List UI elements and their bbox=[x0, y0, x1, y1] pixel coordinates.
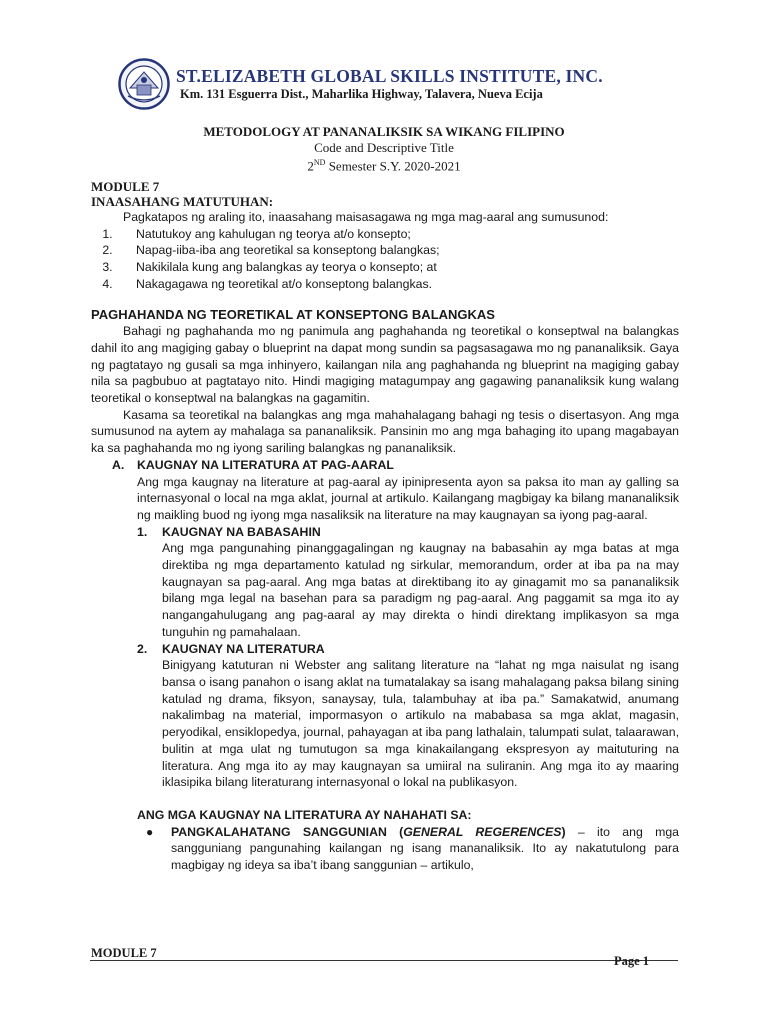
document-header bbox=[0, 52, 768, 112]
item-2 bbox=[137, 641, 679, 791]
division-heading: ANG MGA KAUGNAY NA LITERATURA AY NAHAHATI SA: bbox=[137, 807, 472, 822]
item-1-number: 1. bbox=[137, 524, 148, 539]
outcome-item: 4. Nakagagawa ng teoretikal at/o konseptong balangkas. bbox=[116, 276, 679, 293]
item-1-heading bbox=[137, 524, 679, 541]
outcome-item: 3. Nakikilala kung ang balangkas ay teorya o konsepto; at bbox=[116, 259, 679, 276]
bullet-title-end: ) bbox=[561, 824, 566, 839]
module-content bbox=[91, 180, 679, 874]
footer-divider bbox=[90, 960, 678, 961]
footer-module-label: MODULE 7 bbox=[91, 946, 157, 960]
school-seal-logo bbox=[118, 58, 170, 110]
institution-address: Km. 131 Esguerra Dist., Maharlika Highway, Talavera, Nueva Ecija bbox=[180, 87, 543, 101]
semester-text: Semester S.Y. 2020-2021 bbox=[325, 158, 461, 174]
bullet-text: – ito ang mga sangguniang pangunahing kailangan ng isang mananaliksik. Ito ay nakatutulong para magbigay ng ideya sa iba’t ibang sanggunian – artikulo, bbox=[171, 824, 680, 873]
bullet-title-start: PANGKALAHATANG SANGGUNIAN ( bbox=[171, 824, 404, 839]
outcome-item: 2. Napag-iiba-iba ang teoretikal sa konseptong balangkas; bbox=[116, 242, 679, 259]
item-2-title: KAUGNAY NA LITERATURA bbox=[162, 641, 325, 656]
item-2-number: 2. bbox=[137, 641, 148, 656]
semester-number: 2 bbox=[307, 158, 314, 174]
module-label: MODULE 7 bbox=[91, 179, 160, 194]
item-2-body: Binigyang katuturan ni Webster ang salitang literature na “lahat ng mga naisulat ng isang bansa o isang panahon o isang aklat na tumatalakay sa isang mahalagang paksa bilang sining katulad ng drama, fiksyon, sanaysay, tula, talambuhay at iba pa.” Samakatwid, anumang nakalimbag na material, impormasyon o artikulo na mababasa sa mga aklat, magasin, peryodikal, ensiklopedya, journal, pahayagan at iba pang lathalain, talumpati sulat, talaarawan, bulitin at mga ulat ng tumutugon sa mga kinakailangang ekspresyon ay maituturing na literatura. Ang mga ito ay may kaugnayan sa umiiral na suliranin. Ang mga ito ay maaring iklasipika bilang literaturang internasyonal o lokal na publikasyon. bbox=[162, 658, 679, 790]
bullet-dot-icon: ● bbox=[146, 824, 154, 839]
semester-suffix: ND bbox=[313, 158, 326, 167]
outcome-item: 1. Natutukoy ang kahulugan ng teorya at/o konsepto; bbox=[116, 226, 679, 243]
section-paragraph-1: Bahagi ng paghahanda mo ng panimula ang paghahanda ng teoretikal o konseptwal na balangkas dahil ito ang magiging gabay o blueprint na dapat mong sundin sa pagsasagawa mo ng pananaliksik. Gaya ng pagtatayo ng gusali sa mga inhinyero, kailangan nila ang paghahanda ng blueprint na magiging gabay nila sa pagbubuo at pagtatayo nito. Hindi magiging matagumpay ang gagawing pananaliksik kung walang teoretikal o konseptwal na balangkas na gagamitin. bbox=[91, 324, 679, 406]
subsection-a-heading bbox=[112, 457, 679, 474]
item-1-title: KAUGNAY NA BABASAHIN bbox=[162, 524, 321, 539]
bullet-body bbox=[171, 824, 679, 874]
subsection-a-body: Ang mga kaugnay na literature at pag-aaral ay ipinipresenta ayon sa paksa ito man ay galling sa internasyonal o local na mga aklat, journal at artikulo. Kailangang magbigay ka bilang mananaliksik ng maikling buod ng iyong mga nasaliksik na literature na may kaugnayan sa iyong pag-aaral. bbox=[137, 474, 679, 522]
outcomes-list bbox=[91, 226, 679, 293]
subsection-a bbox=[112, 457, 679, 524]
bullet-item bbox=[146, 824, 679, 874]
item-1-body: Ang mga pangunahing pinanggagalingan ng kaugnay na babasahin ay mga batas at mga direktiba ng mga departamento katulad ng sirkular, memorandum, order at iba pa na may kaugnayan sa pag-aaral. Ang mga batas at direktibang ito ay ginagamit mo sa pananaliksik bilang mga legal na basehan para sa paradigm ng pag-aaral. Ang paggamit sa mga ito ay nangangahulugang ang pag-aaral ay may direkta o hindi direktang implikasyon sa mga tunguhin ng pamahalaan. bbox=[162, 541, 679, 639]
institution-name: ST.ELIZABETH GLOBAL SKILLS INSTITUTE, INC. bbox=[176, 66, 603, 86]
code-descriptive-title: Code and Descriptive Title bbox=[314, 139, 454, 155]
bullet-title-english: GENERAL REGERENCES bbox=[403, 824, 562, 839]
semester-line bbox=[0, 155, 768, 174]
section-heading: PAGHAHANDA NG TEORETIKAL AT KONSEPTONG BALANGKAS bbox=[91, 306, 495, 322]
page-number: Page 1 bbox=[614, 954, 650, 968]
item-2-heading bbox=[137, 641, 679, 658]
section-paragraph-2: Kasama sa teoretikal na balangkas ang mga mahahalagang bahagi ng tesis o disertasyon. Ang mga sumusunod na aytem ay mahalaga sa pananaliksik. Pansinin mo ang mga bahaging ito upang magabayan ka sa paghahanda mo ng iyong sariling balangkas ng pananaliksik. bbox=[91, 407, 679, 456]
course-title: METODOLOGY AT PANANALIKSIK SA WIKANG FILIPINO bbox=[203, 124, 565, 139]
outcomes-heading: INAASAHANG MATUTUHAN: bbox=[91, 193, 274, 209]
course-title-block bbox=[0, 124, 768, 174]
item-1 bbox=[137, 524, 679, 641]
subsection-a-title: KAUGNAY NA LITERATURA AT PAG-AARAL bbox=[137, 457, 394, 472]
outcomes-intro: Pagkatapos ng araling ito, inaasahang maisasagawa ng mga mag-aaral ang sumusunod: bbox=[123, 210, 609, 224]
subsection-a-letter: A. bbox=[112, 457, 125, 472]
